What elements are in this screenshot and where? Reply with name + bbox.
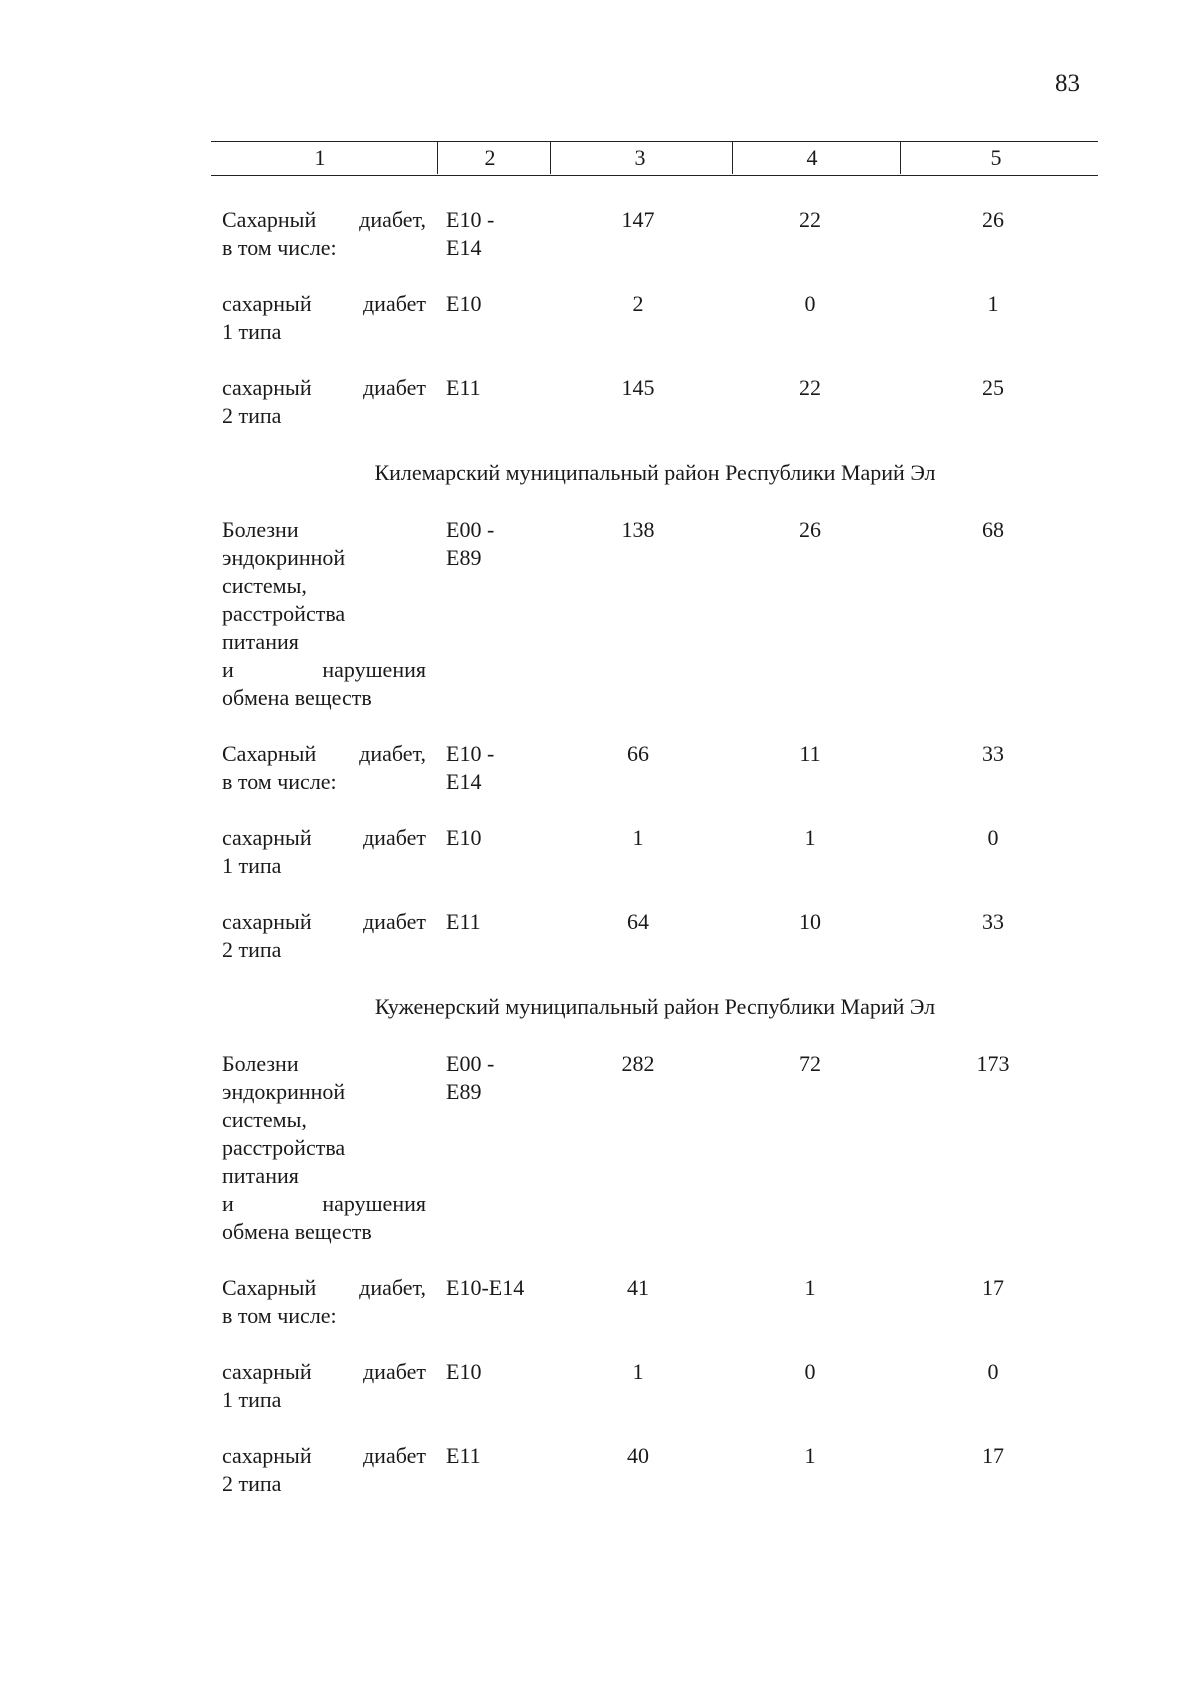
col-3-value: 145 — [621, 375, 655, 400]
header-col-3: 3 — [634, 145, 646, 170]
header-separator — [550, 142, 551, 174]
disease-name-line: Болезни — [222, 1051, 299, 1076]
icd-code — [446, 206, 536, 262]
disease-name-line: и нарушения — [222, 657, 426, 682]
icd-code — [446, 516, 536, 572]
icd-code — [446, 290, 536, 318]
disease-name-line: 1 типа — [222, 319, 282, 344]
col-5-value: 173 — [976, 1051, 1010, 1076]
col-3-value: 1 — [632, 825, 644, 850]
icd-code — [446, 824, 536, 852]
icd-code-line: E10 — [446, 825, 482, 850]
disease-name-line: сахарный диабет — [222, 291, 426, 316]
col-3-value: 1 — [632, 1359, 644, 1384]
icd-code — [446, 1442, 536, 1470]
disease-name-line: и нарушения — [222, 1191, 426, 1216]
disease-name-line: системы, — [222, 573, 307, 598]
col-3-value: 41 — [627, 1275, 649, 1300]
header-top-rule — [211, 141, 1098, 142]
disease-name-line: эндокринной — [222, 545, 346, 570]
icd-code-line: E11 — [446, 375, 481, 400]
disease-name-line: 2 типа — [222, 937, 282, 962]
col-5-value: 25 — [982, 375, 1004, 400]
col-4-value: 1 — [804, 1275, 816, 1300]
col-4-value: 1 — [804, 825, 816, 850]
col-4-value: 22 — [799, 375, 821, 400]
disease-name — [222, 1358, 426, 1414]
icd-code — [446, 740, 536, 796]
col-4-value: 0 — [804, 291, 816, 316]
col-3-value: 138 — [621, 517, 655, 542]
disease-name — [222, 1274, 426, 1330]
col-5-value: 0 — [987, 825, 999, 850]
disease-name-line: Сахарный диабет, — [222, 1275, 426, 1300]
col-4-value: 11 — [799, 741, 821, 766]
col-4-value: 0 — [804, 1359, 816, 1384]
disease-name-line: сахарный диабет — [222, 1443, 426, 1468]
col-4-value: 72 — [799, 1051, 821, 1076]
disease-name — [222, 824, 426, 880]
header-bottom-rule — [211, 175, 1098, 176]
col-3-value: 147 — [621, 207, 655, 232]
col-3-value: 64 — [627, 909, 649, 934]
disease-name-line: в том числе: — [222, 769, 337, 794]
disease-name-line: 2 типа — [222, 1471, 282, 1496]
disease-name — [222, 740, 426, 796]
disease-name-line: сахарный диабет — [222, 375, 426, 400]
disease-name-line: обмена веществ — [222, 1219, 372, 1244]
header-col-4: 4 — [806, 145, 818, 170]
disease-name-line: питания — [222, 629, 299, 654]
region-heading: Килемарский муниципальный район Республики Марий Эл — [374, 460, 936, 485]
disease-name — [222, 374, 426, 430]
icd-code — [446, 1050, 536, 1106]
col-3-value: 40 — [627, 1443, 649, 1468]
col-5-value: 26 — [982, 207, 1004, 232]
disease-name-line: 1 типа — [222, 853, 282, 878]
icd-code — [446, 1274, 536, 1302]
region-heading: Куженерский муниципальный район Республики Марий Эл — [374, 994, 936, 1019]
icd-code-line: E10 — [446, 1359, 482, 1384]
col-3-value: 2 — [632, 291, 644, 316]
disease-name-line: 1 типа — [222, 1387, 282, 1412]
header-separator — [437, 142, 438, 174]
disease-name — [222, 1050, 426, 1246]
col-3-value: 282 — [621, 1051, 655, 1076]
disease-name-line: Сахарный диабет, — [222, 741, 426, 766]
disease-name-line: в том числе: — [222, 1303, 337, 1328]
icd-code-line: E10 - — [446, 207, 495, 232]
disease-name-line: обмена веществ — [222, 685, 372, 710]
icd-code-line: E89 — [446, 545, 482, 570]
icd-code-line: E14 — [446, 769, 482, 794]
icd-code — [446, 374, 536, 402]
header-col-2: 2 — [484, 145, 496, 170]
icd-code — [446, 908, 536, 936]
disease-name-line: сахарный диабет — [222, 825, 426, 850]
disease-name-line: сахарный диабет — [222, 1359, 426, 1384]
col-5-value: 33 — [982, 741, 1004, 766]
disease-name-line: Сахарный диабет, — [222, 207, 426, 232]
disease-name-line: питания — [222, 1163, 299, 1188]
icd-code-line: E00 - — [446, 517, 495, 542]
disease-name — [222, 908, 426, 964]
disease-name-line: системы, — [222, 1107, 307, 1132]
col-4-value: 10 — [799, 909, 821, 934]
icd-code-line: E10 — [446, 291, 482, 316]
icd-code-line: E00 - — [446, 1051, 495, 1076]
disease-name-line: 2 типа — [222, 403, 282, 428]
icd-code-line: E14 — [446, 235, 482, 260]
disease-name-line: расстройства — [222, 1135, 346, 1160]
page-number: 83 — [1055, 70, 1080, 97]
disease-name-line: эндокринной — [222, 1079, 346, 1104]
header-col-5: 5 — [990, 145, 1002, 170]
col-5-value: 0 — [987, 1359, 999, 1384]
icd-code-line: E89 — [446, 1079, 482, 1104]
disease-name-line: Болезни — [222, 517, 299, 542]
col-5-value: 17 — [982, 1443, 1004, 1468]
icd-code-line: E11 — [446, 909, 481, 934]
header-separator — [900, 142, 901, 174]
col-4-value: 26 — [799, 517, 821, 542]
header-col-1: 1 — [314, 145, 326, 170]
icd-code-line: E11 — [446, 1443, 481, 1468]
col-5-value: 33 — [982, 909, 1004, 934]
col-4-value: 22 — [799, 207, 821, 232]
icd-code-line: E10-E14 — [446, 1275, 525, 1300]
disease-name — [222, 516, 426, 712]
icd-code — [446, 1358, 536, 1386]
disease-name-line: расстройства — [222, 601, 346, 626]
col-5-value: 1 — [987, 291, 999, 316]
col-5-value: 68 — [982, 517, 1004, 542]
col-4-value: 1 — [804, 1443, 816, 1468]
col-3-value: 66 — [627, 741, 649, 766]
disease-name — [222, 1442, 426, 1498]
icd-code-line: E10 - — [446, 741, 495, 766]
disease-name — [222, 206, 426, 262]
disease-name — [222, 290, 426, 346]
disease-name-line: в том числе: — [222, 235, 337, 260]
header-separator — [732, 142, 733, 174]
col-5-value: 17 — [982, 1275, 1004, 1300]
disease-name-line: сахарный диабет — [222, 909, 426, 934]
